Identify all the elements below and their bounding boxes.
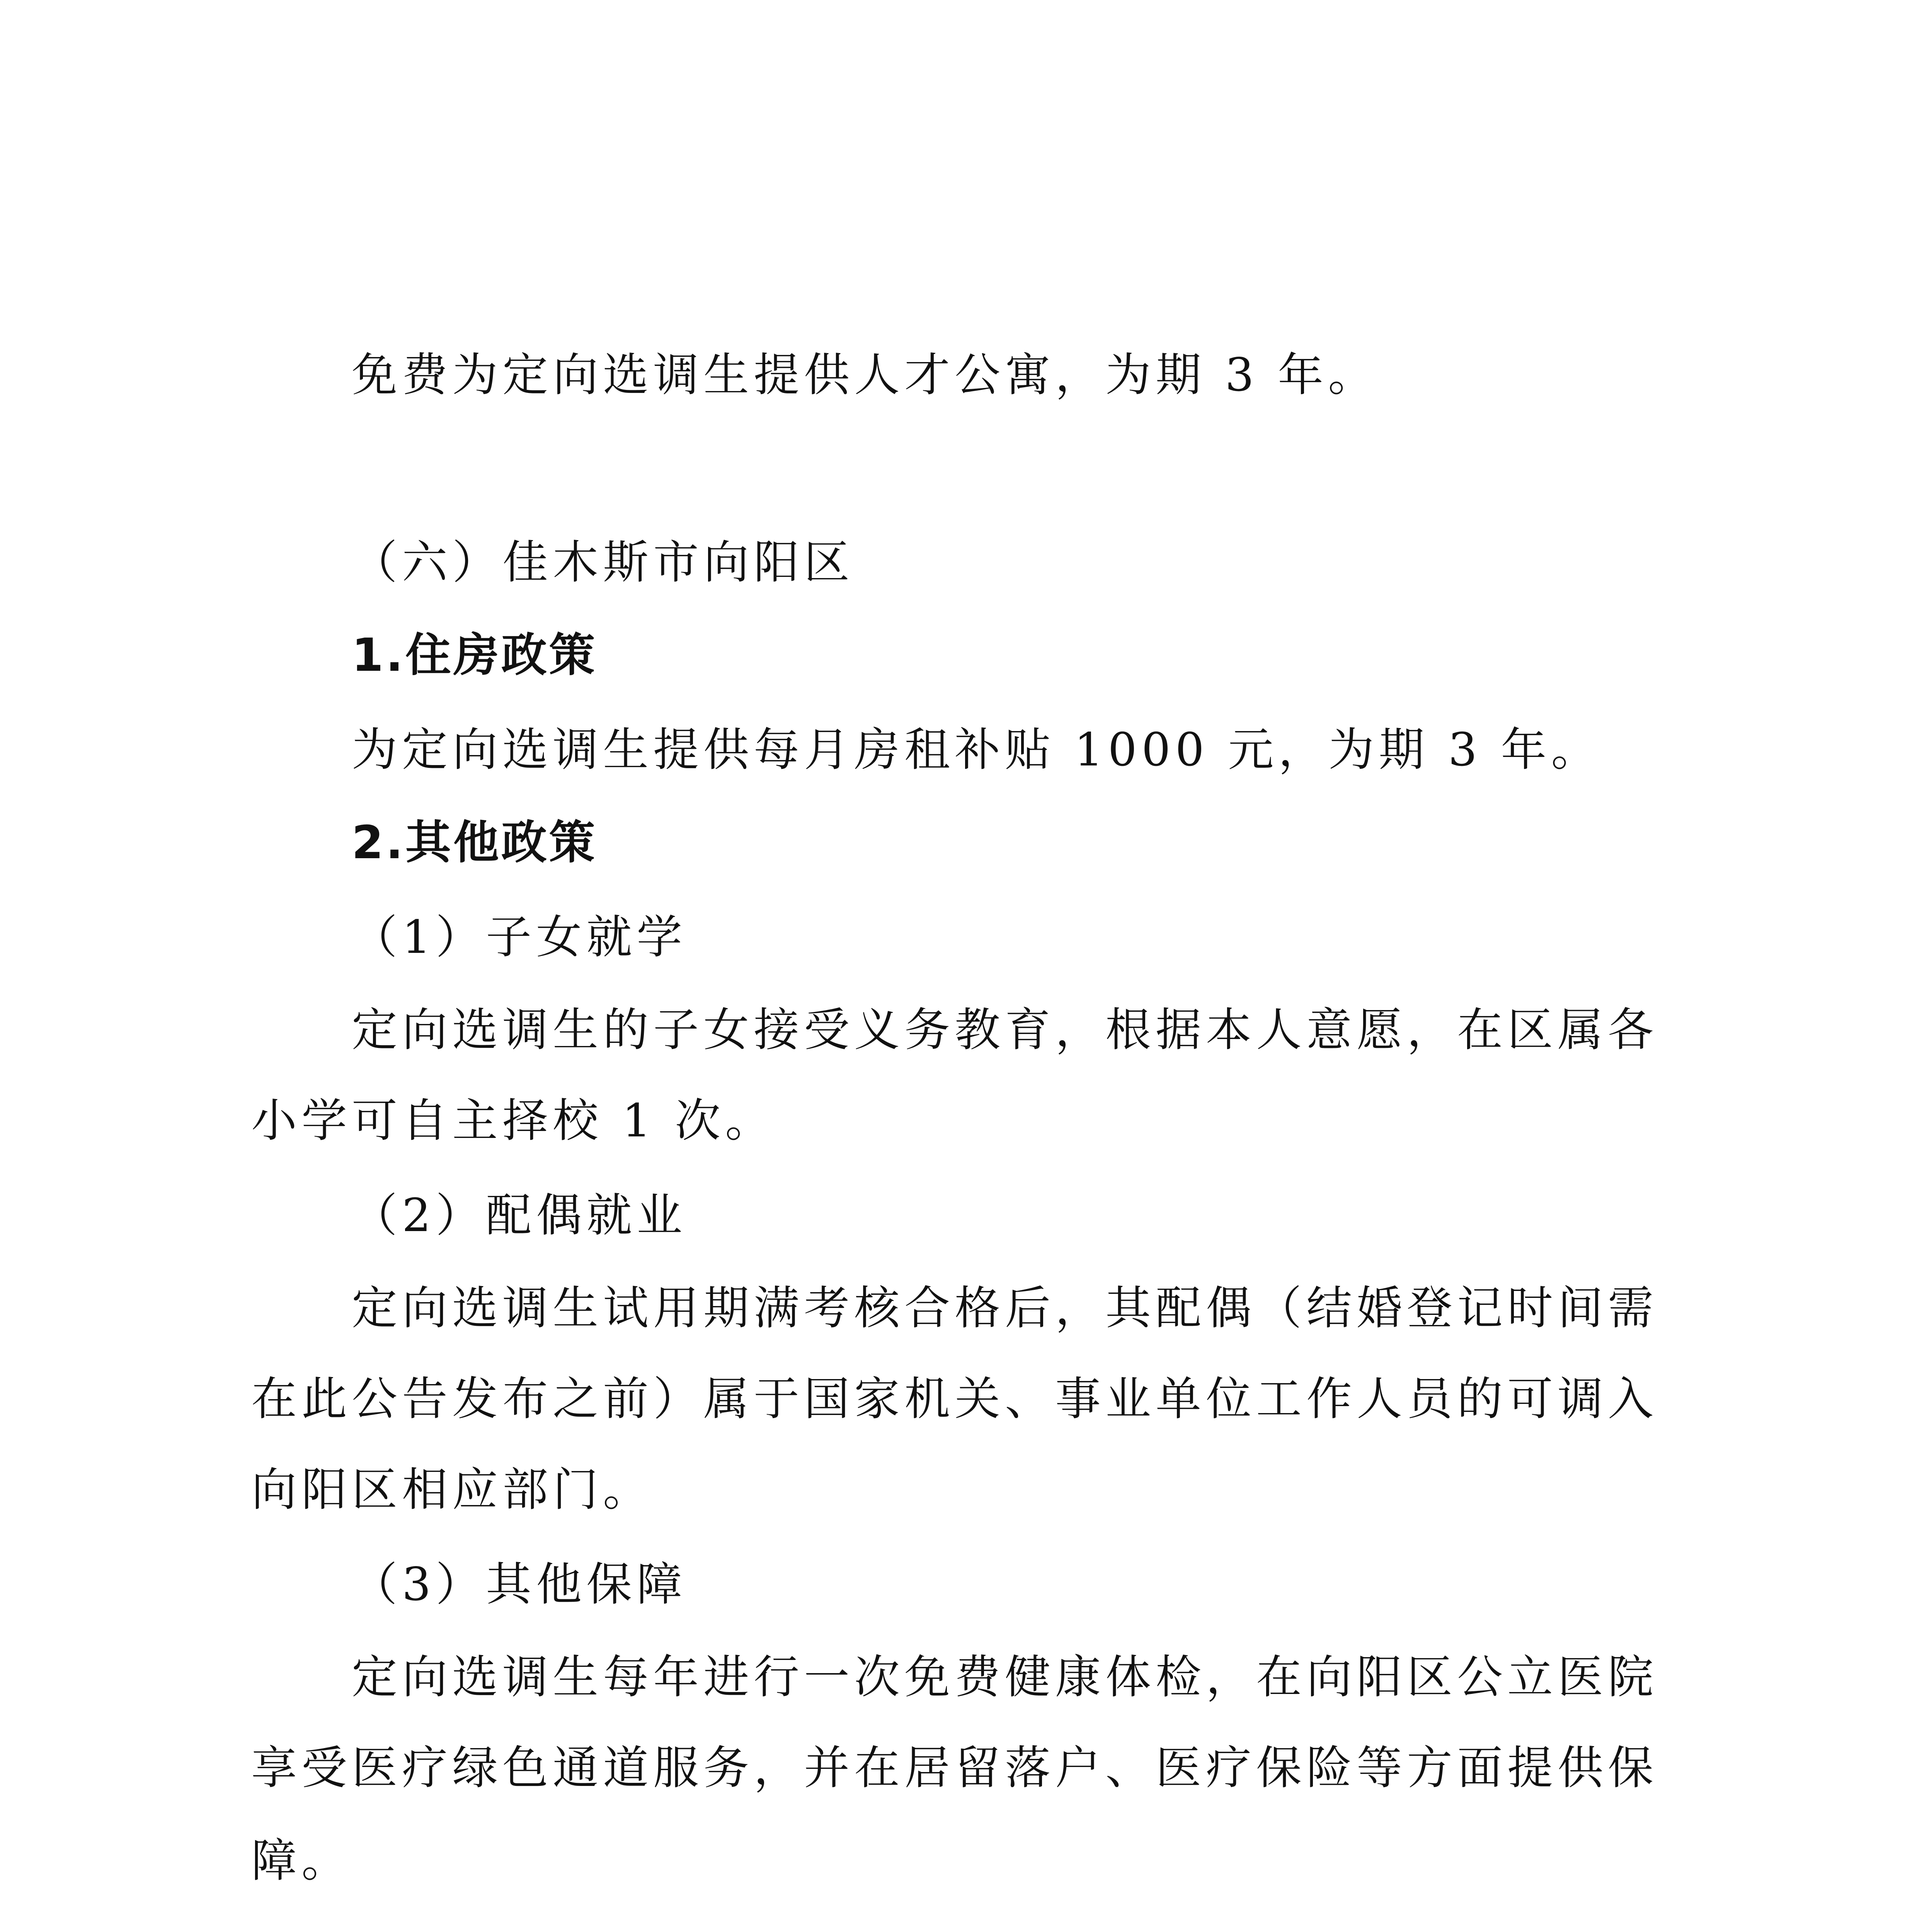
item-heading-other-guarantees: （3）其他保障 <box>352 1558 687 1611</box>
paragraph-spouse-employment-3: 向阳区相应部门。 <box>251 1463 654 1516</box>
paragraph-other-guarantees-1: 定向选调生每年进行一次免费健康体检，在向阳区公立医院 <box>352 1650 1658 1704</box>
paragraph-rent-subsidy: 为定向选调生提供每月房租补贴 1000 元，为期 3 年。 <box>352 723 1602 776</box>
section-heading-xiangyang: （六）佳木斯市向阳区 <box>352 536 855 589</box>
paragraph-children-education-2: 小学可自主择校 1 次。 <box>251 1094 776 1147</box>
paragraph-other-guarantees-3: 障。 <box>251 1834 352 1887</box>
subheading-other-policy: 2.其他政策 <box>352 816 597 869</box>
paragraph-housing-apartment: 免费为定向选调生提供人才公寓，为期 3 年。 <box>352 348 1379 401</box>
paragraph-spouse-employment-1: 定向选调生试用期满考核合格后，其配偶（结婚登记时间需 <box>352 1281 1658 1335</box>
item-heading-children-education: （1）子女就学 <box>352 910 687 964</box>
paragraph-other-guarantees-2: 享受医疗绿色通道服务，并在居留落户、医疗保险等方面提供保 <box>251 1741 1658 1794</box>
subheading-housing-policy: 1.住房政策 <box>352 628 597 682</box>
paragraph-children-education-1: 定向选调生的子女接受义务教育，根据本人意愿，在区属各 <box>352 1003 1658 1056</box>
item-heading-spouse-employment: （2）配偶就业 <box>352 1189 687 1242</box>
paragraph-spouse-employment-2: 在此公告发布之前）属于国家机关、事业单位工作人员的可调入 <box>251 1372 1658 1425</box>
